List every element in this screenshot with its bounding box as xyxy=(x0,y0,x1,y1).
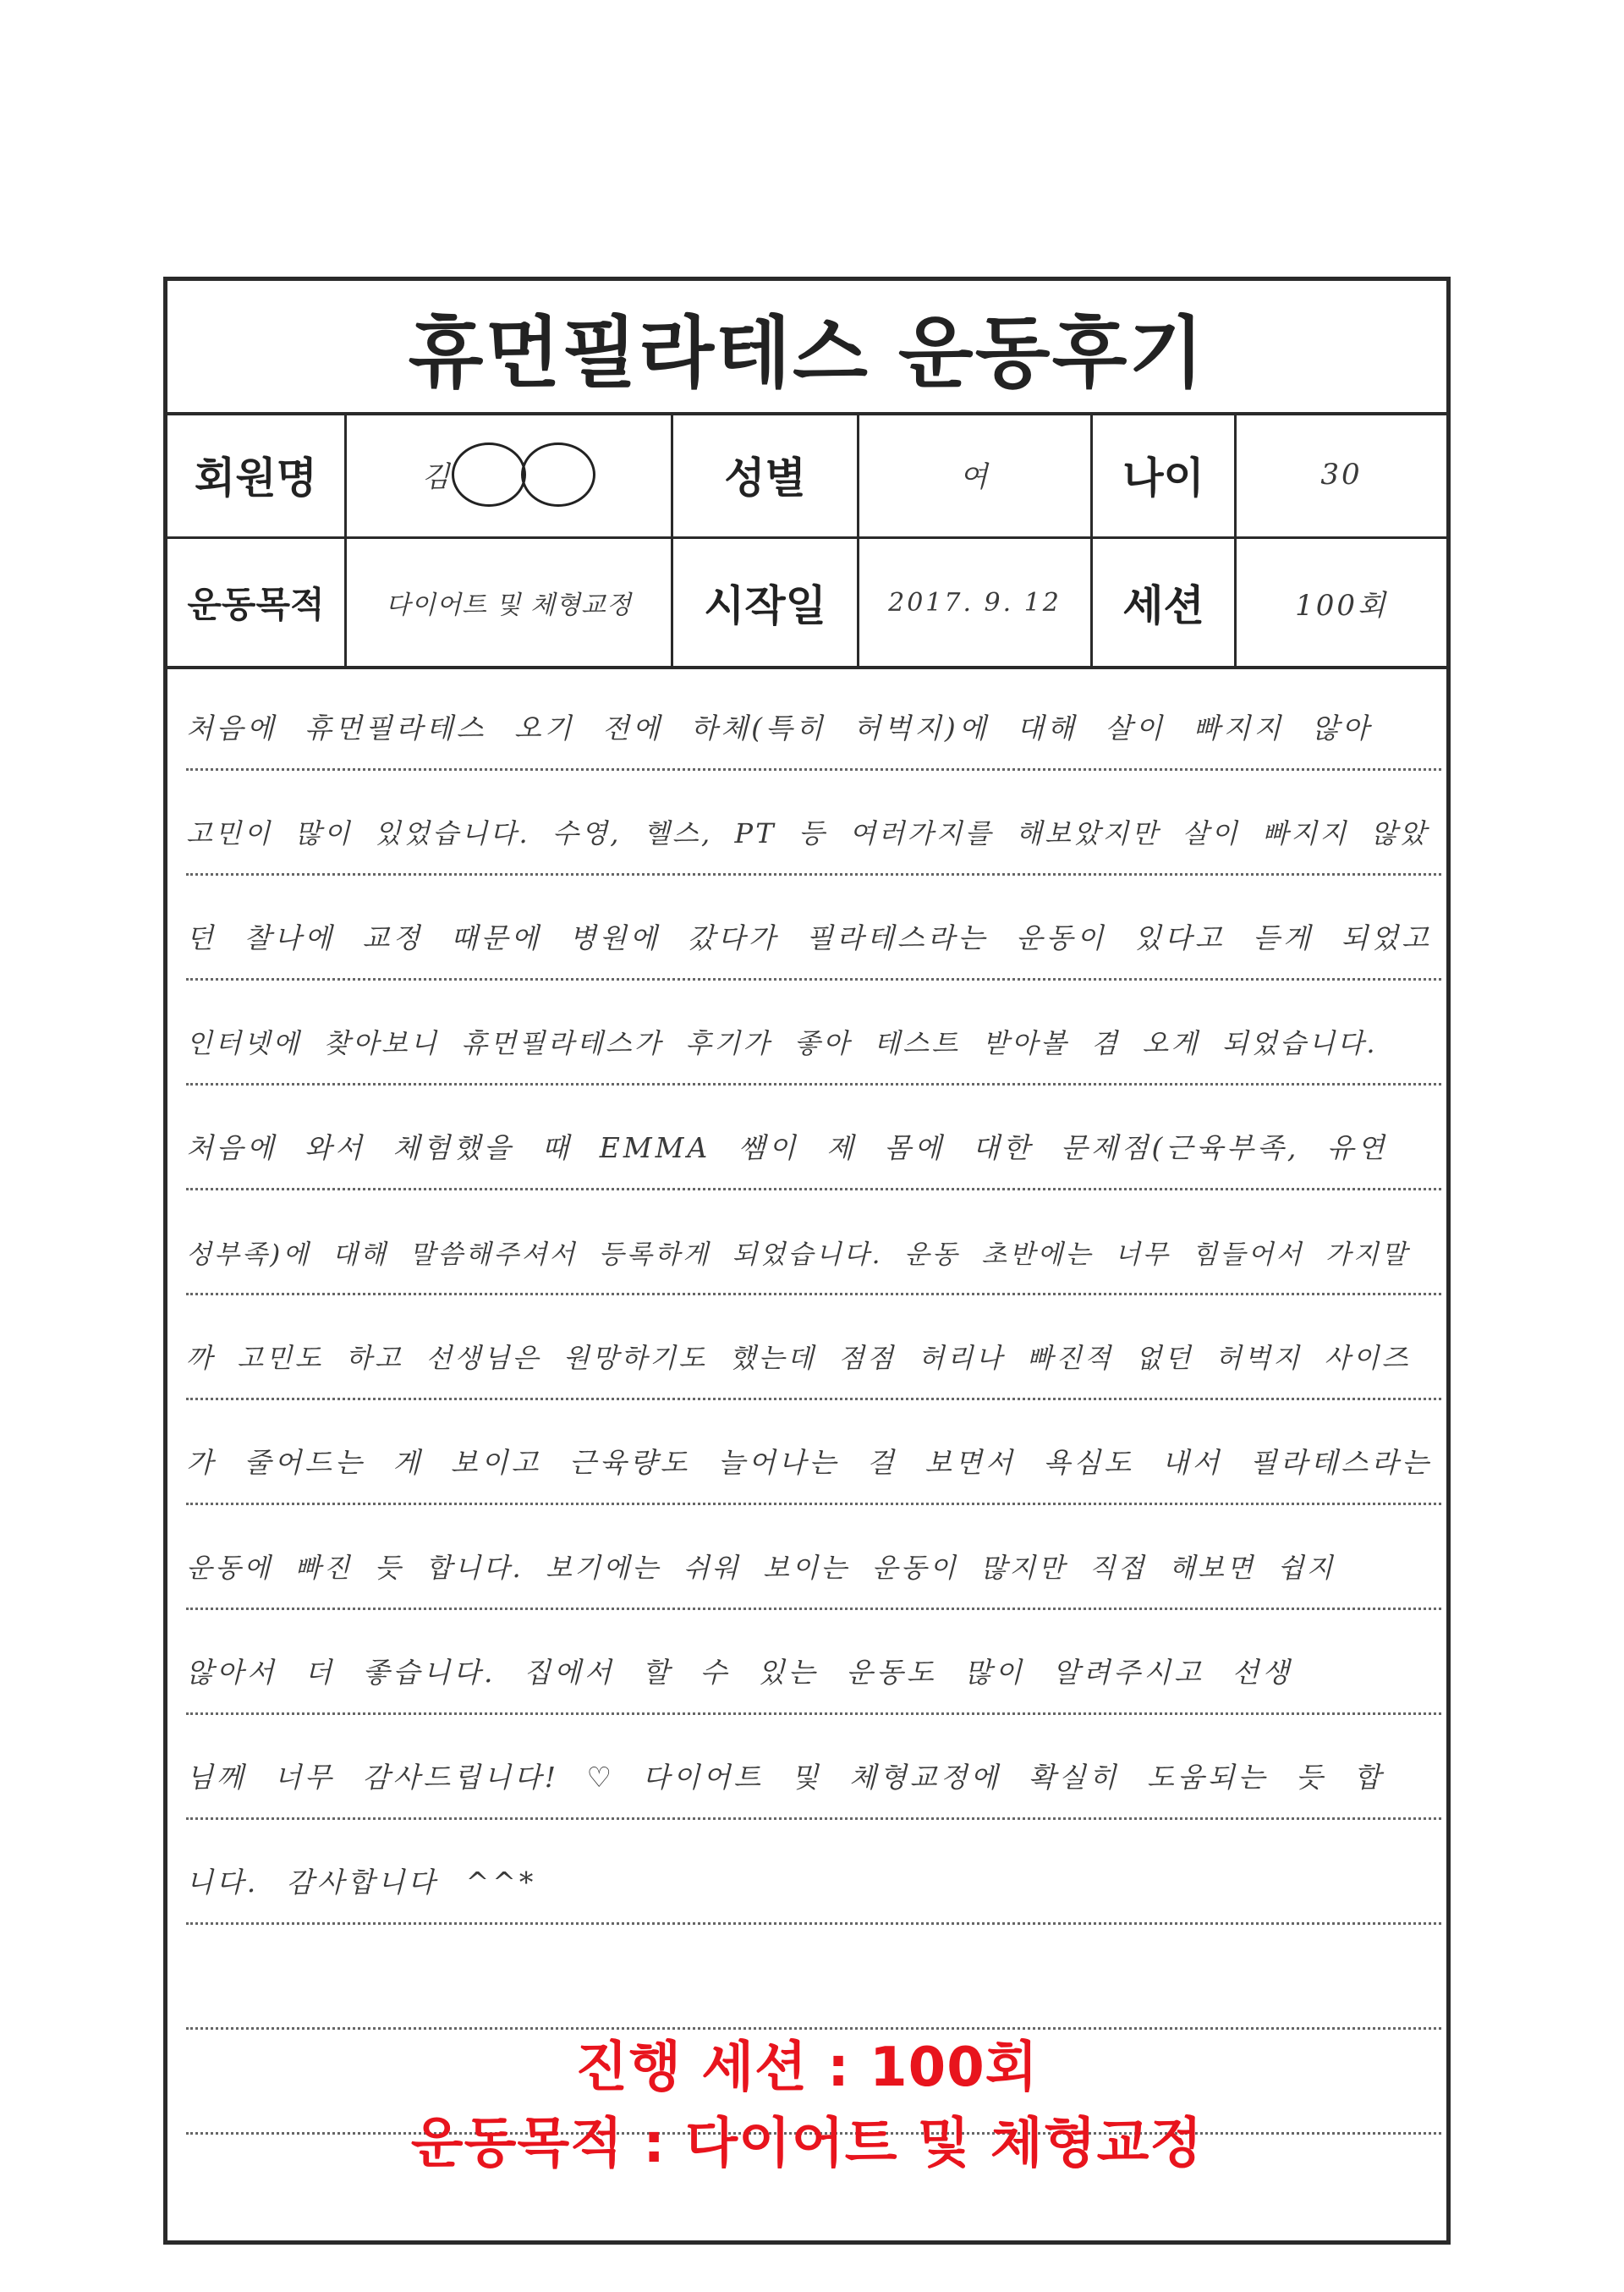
review-line xyxy=(186,1925,1441,2030)
start-label-cell xyxy=(673,539,859,666)
purpose-value-cell xyxy=(347,539,673,666)
age-label-cell xyxy=(1093,412,1237,539)
member-label-cell xyxy=(167,412,347,539)
review-line xyxy=(186,1400,1441,1505)
gender-label-cell xyxy=(673,412,859,539)
review-line-text: 던 찰나에 교정 때문에 병원에 갔다가 필라테스라는 운동이 있다고 듣게 되었고 xyxy=(186,921,1432,954)
page-title: 휴먼필라테스 운동후기 xyxy=(408,307,1206,398)
start-value-cell xyxy=(859,539,1093,666)
member-label: 회원명 xyxy=(195,453,317,503)
age-value: 30 xyxy=(1320,457,1363,492)
member-value: 김 xyxy=(421,460,453,494)
review-body xyxy=(167,666,1446,2240)
review-line-text: 님께 너무 감사드립니다! ♡ 다이어트 및 체형교정에 확실히 도움되는 듯 합 xyxy=(186,1761,1385,1794)
review-line xyxy=(186,1086,1441,1190)
gender-label: 성별 xyxy=(724,453,806,503)
review-line xyxy=(186,1610,1441,1715)
session-label-cell xyxy=(1093,539,1237,666)
review-line-text: 인터넷에 찾아보니 휴먼필라테스가 후기가 좋아 테스트 받아볼 겸 오게 되었습니다. xyxy=(186,1027,1378,1059)
purpose-value: 다이어트 및 체형교정 xyxy=(386,591,632,620)
review-line-text: 성부족)에 대해 말씀해주셔서 등록하게 되었습니다. 운동 초반에는 너무 힘들어서 가지말 xyxy=(186,1239,1409,1270)
session-value: 100회 xyxy=(1295,588,1388,623)
member-info-table xyxy=(167,412,1446,669)
review-line-text: 운동에 빠진 듯 합니다. 보기에는 쉬워 보이는 운동이 많지만 직접 해보면 쉽지 xyxy=(186,1552,1336,1584)
review-line-text: 고민이 많이 있었습니다. 수영, 헬스, PT 등 여러가지를 해보았지만 살이 빠지지 않았 xyxy=(186,817,1429,849)
review-line xyxy=(186,1190,1441,1295)
start-value: 2017. 9. 12 xyxy=(888,587,1062,618)
review-line-text: 까 고민도 하고 선생님은 원망하기도 했는데 점점 허리나 빠진적 없던 허벅지 사이즈 xyxy=(186,1342,1411,1374)
review-line-text: 니다. 감사합니다 ^^* xyxy=(186,1866,537,1899)
gender-value-cell xyxy=(859,412,1093,539)
review-line xyxy=(186,981,1441,1086)
purpose-label: 운동목적 xyxy=(187,584,325,625)
title-row xyxy=(167,281,1446,415)
review-form xyxy=(163,277,1451,2245)
age-label: 나이 xyxy=(1122,453,1204,503)
review-line-text: 않아서 더 좋습니다. 집에서 할 수 있는 운동도 많이 알려주시고 선생 xyxy=(186,1656,1293,1689)
purpose-label-cell xyxy=(167,539,347,666)
review-line-text: 처음에 와서 체험했을 때 EMMA 쌤이 제 몸에 대한 문제점(근육부족, 유연 xyxy=(186,1131,1388,1164)
session-value-cell xyxy=(1237,539,1446,666)
review-line-text: 처음에 휴먼필라테스 오기 전에 하체(특히 허벅지)에 대해 살이 빠지지 않아 xyxy=(186,712,1373,745)
name-redaction-circles xyxy=(457,442,595,507)
review-line xyxy=(186,1820,1441,1925)
review-line xyxy=(186,876,1441,981)
review-line xyxy=(186,1715,1441,1820)
age-value-cell xyxy=(1237,412,1446,539)
session-label: 세션 xyxy=(1122,581,1204,630)
review-line-text: 가 줄어드는 게 보이고 근육량도 늘어나는 걸 보면서 욕심도 내서 필라테스라는 xyxy=(186,1446,1432,1479)
review-line xyxy=(186,1505,1441,1610)
member-value-cell xyxy=(347,412,673,539)
summary-sessions: 진행 세션 : 100회 xyxy=(575,2036,1039,2099)
start-label: 시작일 xyxy=(704,581,826,630)
summary-purpose: 운동목적 : 다이어트 및 체형교정 xyxy=(410,2113,1204,2175)
review-line xyxy=(186,771,1441,876)
gender-value: 여 xyxy=(959,460,990,494)
review-line xyxy=(186,666,1441,771)
review-line xyxy=(186,1295,1441,1400)
